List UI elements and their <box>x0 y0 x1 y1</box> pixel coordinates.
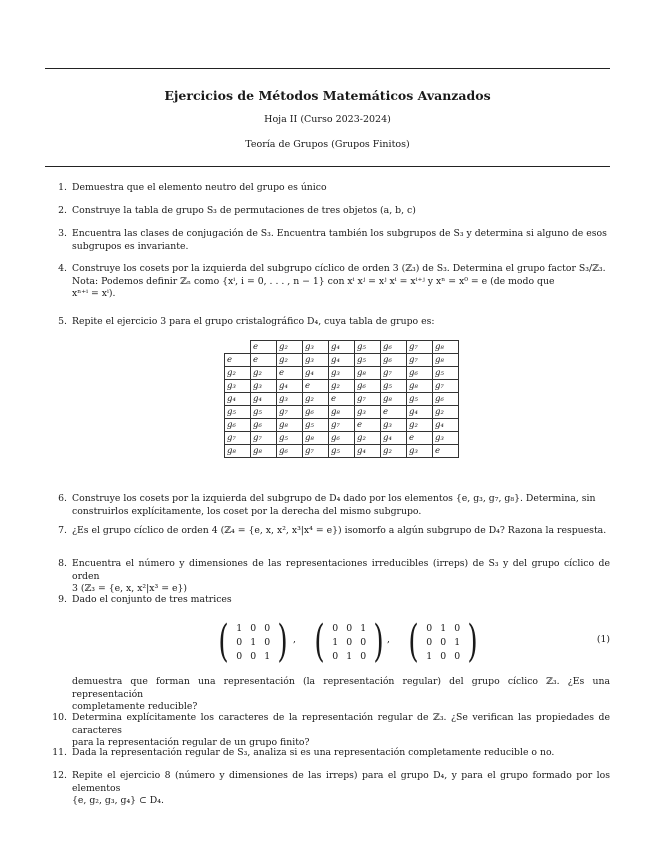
table-cell: g₃ <box>329 367 355 380</box>
matrix-entry: 0 <box>346 636 353 648</box>
table-row <box>225 419 459 432</box>
matrix-entry: 1 <box>236 622 243 634</box>
matrix-entry: 1 <box>426 650 433 662</box>
matrix-entry: 0 <box>332 622 339 634</box>
exercise-line: Determina explícitamente los caracteres de la representación regular de ℤ₃. ¿Se verifican las propiedades de caracteres <box>72 712 610 736</box>
table-cell: g₇ <box>225 432 251 445</box>
matrix-entry: 0 <box>332 650 339 662</box>
exercise-line: Repite el ejercicio 8 (número y dimensiones de las irreps) para el grupo D₄, y para el grupo formado por los elementos <box>72 770 610 794</box>
table-cell: e <box>225 354 251 367</box>
table-cell: e <box>407 432 433 445</box>
table-cell: g₃ <box>381 419 407 432</box>
table-cell: g₅ <box>381 380 407 393</box>
exercise-number: 3. <box>58 228 67 239</box>
exercise-number: 5. <box>58 316 67 327</box>
exercise-number: 2. <box>58 205 67 216</box>
exercise-line: Encuentra las clases de conjugación de S₃. Encuentra también los subgrupos de S₃ y determina si alguno de esos <box>72 228 607 239</box>
exercise-line: ¿Es el grupo cíclico de orden 4 (ℤ₄ = {e, x, x², x³|x⁴ = e}) isomorfo a algún subgrupo de D₄? Razona la respuesta. <box>72 525 607 536</box>
matrix-entry: 1 <box>264 650 271 662</box>
table-row <box>225 445 459 458</box>
table-row <box>225 367 459 380</box>
table-cell: g₈ <box>433 354 459 367</box>
table-header-cell: g₇ <box>407 341 433 354</box>
table-cell: g₇ <box>381 367 407 380</box>
page-topic: Teoría de Grupos (Grupos Finitos) <box>245 139 410 150</box>
table-header-cell: g₆ <box>381 341 407 354</box>
table-cell: g₇ <box>433 380 459 393</box>
table-cell: e <box>251 354 277 367</box>
matrix-entry: 1 <box>360 622 367 634</box>
table-cell: g₄ <box>355 445 381 458</box>
table-row <box>225 406 459 419</box>
table-cell: g₂ <box>355 432 381 445</box>
table-cell: e <box>277 367 303 380</box>
table-header-row <box>225 341 459 354</box>
table-cell: g₇ <box>251 432 277 445</box>
matrix-entry: 1 <box>454 636 461 648</box>
matrix-entry: 0 <box>236 650 243 662</box>
exercise-line: Demuestra que el elemento neutro del grupo es único <box>72 182 327 193</box>
table-cell: g₄ <box>251 393 277 406</box>
exercise-line: Repite el ejercicio 3 para el grupo cristalográfico D₄, cuya tabla de grupo es: <box>72 316 435 327</box>
table-cell: g₇ <box>355 393 381 406</box>
exercise-line: Construye los cosets por la izquierda del subgrupo cíclico de orden 3 (ℤ₃) de S₃. Determina el grupo factor S₃/ℤ₃. <box>72 263 606 274</box>
exercise-number: 9. <box>58 594 67 605</box>
matrix-entry: 0 <box>426 622 433 634</box>
table-cell: g₆ <box>381 354 407 367</box>
matrix-entry: 0 <box>454 622 461 634</box>
exercise-line: xⁿ⁺ⁱ = xⁱ). <box>72 288 116 299</box>
table-cell: e <box>381 406 407 419</box>
matrix-1: ( 1 0 0 0 1 0 0 0 1 ) <box>218 616 288 667</box>
table-row <box>225 432 459 445</box>
exercise-number: 6. <box>58 493 67 504</box>
table-cell: g₆ <box>303 406 329 419</box>
matrix-entry: 0 <box>426 636 433 648</box>
exercise-line: completamente reducible? <box>72 701 198 712</box>
table-cell: g₃ <box>225 380 251 393</box>
matrix-separator: , <box>387 634 390 645</box>
matrices-equation <box>45 618 610 668</box>
table-header-cell: g₅ <box>355 341 381 354</box>
top-rule <box>45 68 610 69</box>
table-cell: g₆ <box>433 393 459 406</box>
matrix-entry: 0 <box>440 650 447 662</box>
exercise-line: Construye los cosets por la izquierda del subgrupo de D₄ dado por los elementos {e, g₃, g₇, g₈}. Determina, sin <box>72 493 596 504</box>
page-subtitle: Hoja II (Curso 2023-2024) <box>264 114 391 125</box>
exercise-text <box>72 182 610 195</box>
exercise-number: 11. <box>52 747 67 758</box>
table-cell: g₅ <box>225 406 251 419</box>
matrix-entry: 0 <box>236 636 243 648</box>
matrix-3: ( 0 1 0 0 0 1 1 0 0 ) <box>408 616 478 667</box>
table-cell: g₂ <box>381 445 407 458</box>
table-cell: g₂ <box>251 367 277 380</box>
table-cell: g₄ <box>329 354 355 367</box>
table-header-cell: g₂ <box>277 341 303 354</box>
matrix-2: ( 0 0 1 1 0 0 0 1 0 ) <box>314 616 384 667</box>
matrix-entry: 1 <box>250 636 257 648</box>
table-cell: e <box>329 393 355 406</box>
table-cell: g₆ <box>407 367 433 380</box>
table-row <box>225 354 459 367</box>
table-cell: g₂ <box>407 419 433 432</box>
matrix-entry: 0 <box>454 650 461 662</box>
table-cell: g₆ <box>251 419 277 432</box>
table-row <box>225 393 459 406</box>
matrix-entry: 1 <box>332 636 339 648</box>
table-cell: g₇ <box>277 406 303 419</box>
exercise-number: 12. <box>52 770 67 781</box>
table-cell: g₇ <box>303 445 329 458</box>
table-cell: g₆ <box>329 432 355 445</box>
table-cell: g₄ <box>303 367 329 380</box>
table-cell: g₃ <box>407 445 433 458</box>
table-cell: g₆ <box>277 445 303 458</box>
exercise-line: {e, g₂, g₃, g₄} ⊂ D₄. <box>72 795 164 806</box>
exercise-text <box>72 263 610 301</box>
table-header-cell <box>225 341 251 354</box>
equation-number: (1) <box>596 634 610 645</box>
table-header-cell: g₈ <box>433 341 459 354</box>
exercise-text <box>72 770 610 808</box>
exercise-text <box>72 594 610 607</box>
table-cell: g₃ <box>277 393 303 406</box>
exercise-text <box>72 525 610 538</box>
table-cell: g₈ <box>329 406 355 419</box>
table-cell: g₈ <box>407 380 433 393</box>
page-title: Ejercicios de Métodos Matemáticos Avanzados <box>164 88 491 103</box>
table-cell: g₃ <box>251 380 277 393</box>
exercise-number: 8. <box>58 558 67 569</box>
matrix-entry: 1 <box>440 622 447 634</box>
table-cell: g₇ <box>329 419 355 432</box>
table-cell: e <box>433 445 459 458</box>
table-cell: g₃ <box>355 406 381 419</box>
exercise-line: 3 (ℤ₃ = {e, x, x²|x³ = e}) <box>72 583 188 594</box>
table-cell: g₅ <box>251 406 277 419</box>
table-cell: e <box>303 380 329 393</box>
table-cell: g₈ <box>225 445 251 458</box>
table-cell: g₆ <box>225 419 251 432</box>
table-cell: g₄ <box>381 432 407 445</box>
exercise-number: 7. <box>58 525 67 536</box>
exercise-line: Dada la representación regular de S₃, analiza si es una representación completamente reducible o no. <box>72 747 555 758</box>
exercise-text <box>72 228 610 253</box>
exercise-text <box>72 205 610 218</box>
exercise-text <box>72 316 610 329</box>
table-cell: g₄ <box>277 380 303 393</box>
matrix-entry: 0 <box>264 636 271 648</box>
exercise-text <box>72 676 610 714</box>
table-cell: g₈ <box>381 393 407 406</box>
exercise-text <box>72 712 610 750</box>
matrix-entry: 0 <box>360 636 367 648</box>
exercise-text <box>72 558 610 596</box>
table-cell: g₅ <box>303 419 329 432</box>
table-cell: g₅ <box>329 445 355 458</box>
matrix-entry: 1 <box>346 650 353 662</box>
matrix-entry: 0 <box>440 636 447 648</box>
table-cell: g₈ <box>277 419 303 432</box>
matrix-entry: 0 <box>250 622 257 634</box>
matrix-entry: 0 <box>346 622 353 634</box>
table-cell: g₂ <box>329 380 355 393</box>
exercise-line: Dado el conjunto de tres matrices <box>72 594 232 605</box>
table-header-cell: g₄ <box>329 341 355 354</box>
exercise-line: para la representación regular de un grupo finito? <box>72 737 310 748</box>
table-cell: g₂ <box>225 367 251 380</box>
table-header-cell: e <box>251 341 277 354</box>
table-cell: g₂ <box>303 393 329 406</box>
table-cell: g₅ <box>433 367 459 380</box>
table-cell: g₃ <box>303 354 329 367</box>
table-header-cell: g₃ <box>303 341 329 354</box>
table-cell: g₈ <box>251 445 277 458</box>
exercise-line: subgrupos es invariante. <box>72 240 189 252</box>
matrix-entry: 0 <box>360 650 367 662</box>
exercise-line: construirlos explícitamente, los coset por la derecha del mismo subgrupo. <box>72 505 422 517</box>
table-cell: g₅ <box>277 432 303 445</box>
table-cell: g₅ <box>355 354 381 367</box>
table-cell: g₄ <box>407 406 433 419</box>
exercise-line: Nota: Podemos definir ℤₙ como {xⁱ, i = 0, . . . , n − 1} con xⁱ xʲ = xʲ xⁱ = xⁱ⁺ʲ y xⁿ = x⁰ = e (de modo que <box>72 275 555 287</box>
exercise-text <box>72 747 610 760</box>
table-cell: g₄ <box>225 393 251 406</box>
header-bottom-rule <box>45 166 610 167</box>
table-cell: g₆ <box>355 380 381 393</box>
exercise-line: Construye la tabla de grupo S₃ de permutaciones de tres objetos (a, b, c) <box>72 205 416 216</box>
table-cell: g₈ <box>355 367 381 380</box>
exercise-number: 10. <box>52 712 67 723</box>
table-cell: g₅ <box>407 393 433 406</box>
matrix-entry: 0 <box>264 622 271 634</box>
table-cell: g₂ <box>277 354 303 367</box>
matrix-entry: 0 <box>250 650 257 662</box>
matrix-separator: , <box>293 634 296 645</box>
table-cell: g₂ <box>433 406 459 419</box>
table-row <box>225 380 459 393</box>
table-cell: g₃ <box>433 432 459 445</box>
exercise-number: 1. <box>58 182 67 193</box>
exercise-line: demuestra que forman una representación (la representación regular) del grupo cíclico ℤ₃. ¿Es una representación <box>72 676 610 700</box>
table-cell: g₄ <box>433 419 459 432</box>
table-cell: e <box>355 419 381 432</box>
exercise-text <box>72 493 610 518</box>
exercise-line: Encuentra el número y dimensiones de las representaciones irreducibles (irreps) de S₃ y del grupo cíclico de orden <box>72 558 610 582</box>
exercise-number: 4. <box>58 263 67 274</box>
d4-group-table <box>224 340 459 458</box>
table-cell: g₈ <box>303 432 329 445</box>
table-cell: g₇ <box>407 354 433 367</box>
